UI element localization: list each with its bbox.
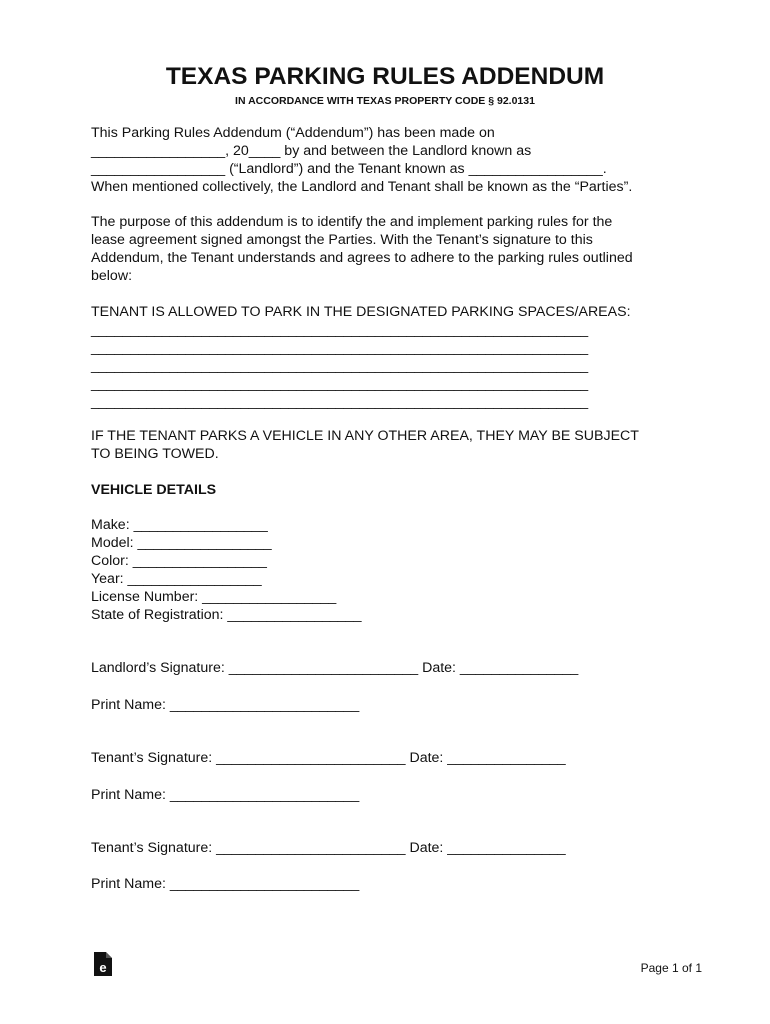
purpose-line: lease agreement signed amongst the Parties. With the Tenant’s signature to this (91, 232, 593, 248)
license-number-field: License Number: _________________ (91, 589, 337, 605)
page-number: Page 1 of 1 (640, 961, 702, 975)
document-title: TEXAS PARKING RULES ADDENDUM (165, 63, 605, 90)
landlord-print-name-line: Print Name: ________________________ (91, 697, 360, 713)
document-subtitle: IN ACCORDANCE WITH TEXAS PROPERTY CODE § 92.0131 (235, 95, 535, 107)
purpose-line: below: (91, 268, 133, 284)
vehicle-model-field: Model: _________________ (91, 535, 272, 551)
intro-line: This Parking Rules Addendum (“Addendum”) has been made on (91, 125, 495, 141)
designated-blank-line: _______________________________________________________________ (91, 340, 589, 356)
towing-warning (91, 427, 691, 463)
vehicle-fields (91, 516, 691, 624)
tenant-signature-line: Tenant’s Signature: ________________________ Date: _______________ (91, 840, 566, 856)
purpose-line: The purpose of this addendum is to identify the and implement parking rules for the (91, 214, 613, 230)
purpose-line: Addendum, the Tenant understands and agrees to adhere to the parking rules outlined (91, 250, 633, 266)
purpose-paragraph (91, 213, 691, 285)
tenant-signature-line: Tenant’s Signature: ________________________ Date: _______________ (91, 750, 566, 766)
designated-blank-line: _______________________________________________________________ (91, 376, 589, 392)
towing-line: IF THE TENANT PARKS A VEHICLE IN ANY OTHER AREA, THEY MAY BE SUBJECT (91, 428, 639, 444)
intro-line: When mentioned collectively, the Landlord and Tenant shall be known as the “Parties”. (91, 179, 633, 195)
towing-line: TO BEING TOWED. (91, 446, 219, 462)
intro-line: _________________ (“Landlord”) and the Tenant known as _________________. (91, 161, 607, 177)
vehicle-details-heading: VEHICLE DETAILS (91, 482, 217, 498)
landlord-signature-line: Landlord’s Signature: ________________________ Date: _______________ (91, 660, 579, 676)
tenant-print-name-line: Print Name: ________________________ (91, 876, 360, 892)
designated-blank-line: _______________________________________________________________ (91, 394, 589, 410)
designated-blank-line: _______________________________________________________________ (91, 322, 589, 338)
intro-line: _________________, 20____ by and between the Landlord known as (91, 143, 532, 159)
vehicle-make-field: Make: _________________ (91, 517, 268, 533)
intro-paragraph (91, 124, 691, 196)
eforms-logo-icon (93, 951, 113, 977)
designated-blank-line: _______________________________________________________________ (91, 358, 589, 374)
vehicle-year-field: Year: _________________ (91, 571, 262, 587)
vehicle-color-field: Color: _________________ (91, 553, 267, 569)
tenant-print-name-line: Print Name: ________________________ (91, 787, 360, 803)
designated-heading: TENANT IS ALLOWED TO PARK IN THE DESIGNATED PARKING SPACES/AREAS: (91, 304, 631, 320)
designated-section (91, 303, 691, 411)
state-registration-field: State of Registration: _________________ (91, 607, 362, 623)
svg-text:e: e (99, 960, 107, 975)
